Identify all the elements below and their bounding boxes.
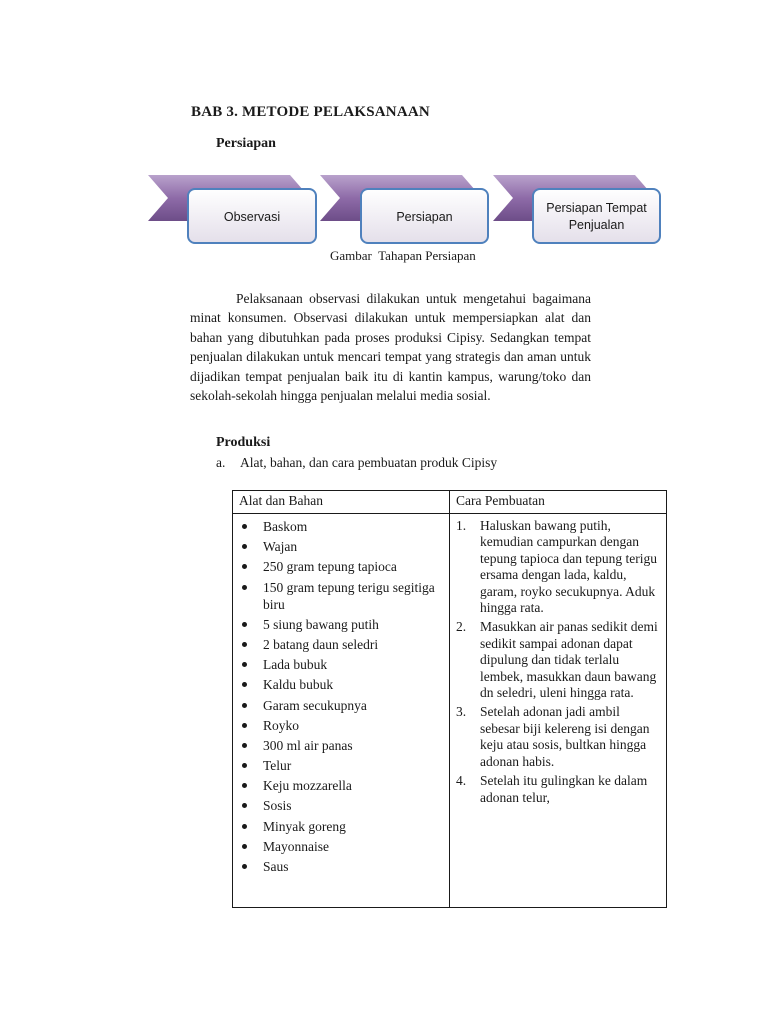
step-text: Setelah adonan jadi ambil sebesar biji kelereng isi dengan keju atau sosis, bultkan hingga adonan habis. [480,704,650,769]
step-box-persiapan [361,189,488,243]
method-step [456,619,660,701]
step-label-2: Persiapan [396,210,453,224]
ingredient-item: 2 batang daun seledri [239,636,443,653]
step-label-3: Persiapan Tempat Penjualan [546,201,647,232]
method-steps [456,518,660,806]
step-number: 2. [456,619,467,635]
ingredient-item: Keju mozzarella [239,777,443,794]
process-diagram [140,168,670,252]
ingredient-item: Royko [239,717,443,734]
ingredient-item: Baskom [239,518,443,535]
ingredient-item: Sosis [239,797,443,814]
step-number: 3. [456,704,467,720]
list-letter: a. [216,455,226,470]
step-text: Haluskan bawang putih, kemudian campurkan dengan tepung tapioca dan tepung terigu ersama dengan lada, kaldu, garam, royko secukupnya. Aduk hingga rata. [480,518,657,616]
list-item-text: Alat, bahan, dan cara pembuatan produk Cipisy [240,455,498,470]
body-paragraph: Pelaksanaan observasi dilakukan untuk mengetahui bagaimana minat konsumen. Observasi dilakukan untuk mempersiapkan alat dan bahan yang dibutuhkan pada proses produksi Cipisy. Sedangkan tempat penjualan dilakukan untuk mencari tempat yang strategis dan aman untuk dijadikan tempat penjualan baik itu di kantin kampus, warung/toko dan sekolah-sekolah hingga penjualan melalui media sosial. [190,291,591,404]
column-header-cara: Cara Pembuatan [450,491,667,514]
ingredient-item: Lada bubuk [239,656,443,673]
ingredient-item: Telur [239,757,443,774]
step-label-1: Observasi [223,210,281,224]
column-header-alat: Alat dan Bahan [233,491,450,514]
ingredient-item: 300 ml air panas [239,737,443,754]
figure-caption: Gambar Tahapan Persiapan [330,248,476,263]
ingredient-item: Saus [239,858,443,875]
method-cell [450,514,667,908]
step-box-persiapan-tempat [533,189,660,243]
ingredients-list [239,518,443,875]
chapter-title: BAB 3. METODE PELAKSANAAN [191,104,430,120]
ingredient-item: Minyak goreng [239,818,443,835]
section-heading-persiapan: Persiapan [216,136,276,151]
ingredient-item: 150 gram tepung terigu segitiga biru [239,579,443,613]
ingredient-item: Mayonnaise [239,838,443,855]
step-number: 4. [456,773,467,789]
section-heading-produksi: Produksi [216,435,271,450]
method-step [456,773,660,806]
method-step [456,704,660,770]
ingredients-method-table [232,490,667,908]
step-box-observasi [188,189,316,243]
ingredient-item: 250 gram tepung tapioca [239,558,443,575]
ingredient-item: Kaldu bubuk [239,676,443,693]
step-text: Setelah itu gulingkan ke dalam adonan telur, [480,773,648,805]
ingredients-cell [233,514,450,908]
ingredient-item: 5 siung bawang putih [239,616,443,633]
step-text: Masukkan air panas sedikit demi sedikit sampai adonan dapat dipulung dan tidak terlalu lembek, masukkan daun bawang dn seledri, uleni hingga rata. [480,619,658,701]
ingredient-item: Garam secukupnya [239,697,443,714]
list-item-a [216,455,497,471]
ingredient-item: Wajan [239,538,443,555]
method-step [456,518,660,616]
step-number: 1. [456,518,467,533]
